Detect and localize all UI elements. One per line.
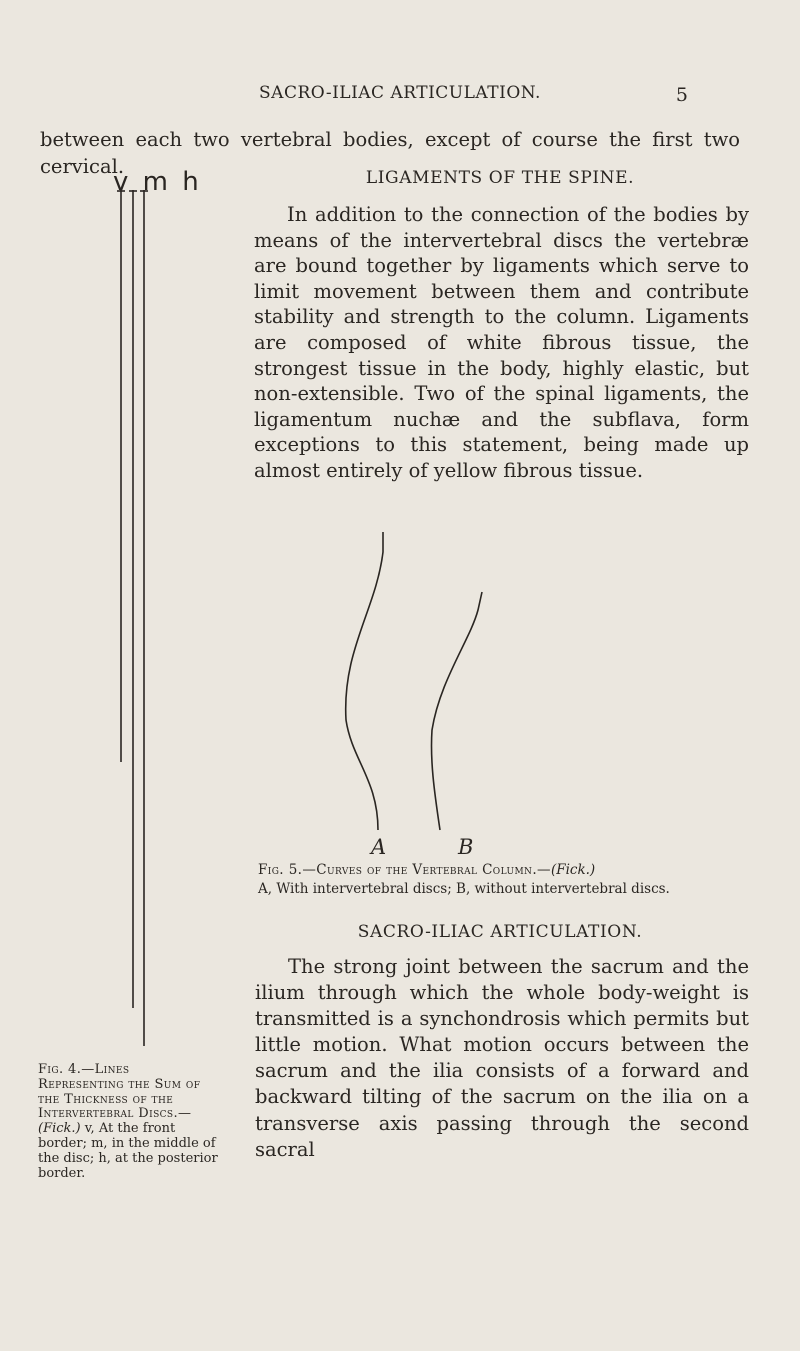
curve-b bbox=[431, 592, 482, 830]
figure-4-caption-title: —Lines Representing the Sum of the Thickness of the Intervertebral Discs.— bbox=[38, 1062, 201, 1122]
lead-text: between each two vertebral bodies, except of course the first two cervical. bbox=[40, 128, 740, 178]
figure-5-caption-title: —Curves of the Vertebral Column.— bbox=[302, 862, 551, 878]
figure-4-line-labels: v m h bbox=[113, 167, 202, 197]
heading-sacroiliac: SACRO-ILIAC ARTICULATION. bbox=[357, 922, 643, 942]
curve-a bbox=[346, 532, 383, 830]
figure-5-caption-source: (Fick.) bbox=[550, 862, 596, 878]
figure-5-caption-line2: A, With intervertebral discs; B, without intervertebral discs. bbox=[258, 881, 670, 897]
page-number: 5 bbox=[675, 84, 688, 106]
figure-4-caption bbox=[38, 1063, 218, 1181]
figure-5-label-a: A bbox=[371, 835, 387, 859]
figure-5-label-b: B bbox=[458, 835, 474, 859]
figure-5-drawing bbox=[290, 530, 550, 840]
figure-5-caption bbox=[238, 861, 758, 899]
figure-4-caption-detail: v, At the front border; m, in the middle of the disc; h, at the posterior border. bbox=[38, 1121, 218, 1181]
paragraph-sacroiliac: The strong joint between the sacrum and the ilium through which the whole body-weight is transmitted is a synchondrosis which permits but little motion. What motion occurs between the sacrum and the ilia consists of a forward and backward tilting of the sacrum on the ilia on a transverse axis passing through the second sacral bbox=[255, 955, 749, 1161]
figure-5-caption-label: Fig. 5. bbox=[258, 862, 303, 878]
figure-4-caption-source: (Fick.) bbox=[38, 1121, 81, 1137]
paragraph-ligaments: In addition to the connection of the bodies by means of the intervertebral discs the vertebræ are bound together by ligaments which serve to limit movement between them and contribute stability and strength to the column. Ligaments are composed of white fibrous tissue, the strongest tissue in the body, highly elastic, but non-extensible. Two of the spinal ligaments, the ligamentum nuchæ and the subflava, form exceptions to this statement, being made up almost entirely of yellow fibrous tissue. bbox=[254, 203, 749, 482]
figure-4-caption-label: Fig. 4. bbox=[38, 1062, 82, 1077]
running-head: SACRO-ILIAC ARTICULATION. bbox=[259, 83, 541, 103]
figure-4-lines bbox=[108, 190, 148, 1050]
heading-ligaments: LIGAMENTS OF THE SPINE. bbox=[365, 168, 635, 188]
